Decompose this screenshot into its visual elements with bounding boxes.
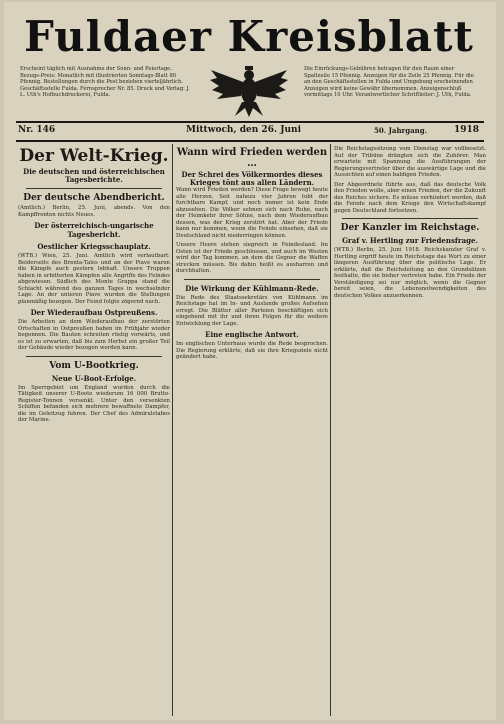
section-title: Der deutsche Abendbericht. [23, 193, 165, 203]
dateline [18, 125, 482, 139]
section-title: Der Kanzler im Reichstage. [340, 223, 480, 233]
section-title: Die Wirkung der Kühlmann-Rede. [185, 283, 319, 293]
article-text: (WTB.) Berlin, 25. Juni 1918. Reichskanzler Graf v. Hertling ergriff heute im Reichstage das Wort zu einer längeren Ausführung über die politische Lage. Er erklärte, daß die Reichsleitung an den Grundsätzen festhalte, die sie bisher vertreten habe. Ein Friede der Verständigung sei nur möglich, wenn die Gegner bereit seien, die Lebensnotwendigkeiten des deutschen Volkes anzuerkennen. [334, 247, 486, 299]
headline-subtitle: Die deutschen und österreichischen Tagesberichte. [23, 167, 165, 184]
volume: 50. Jahrgang. [374, 126, 428, 135]
section-title: Der österreichisch-ungarische Tagesbericht. [34, 221, 154, 239]
year: 1918 [454, 125, 480, 135]
headline-world-war: Der Welt-Krieg. [19, 146, 169, 166]
article-text: Wann wird Frieden werden? Diese Frage bewegt heute alle Herzen. Seit nahezu vier Jahren tobt der furchtbare Kampf, und noch immer ist kein Ende abzusehen. Die Völker sehnen sich nach Ruhe, nach der Heimkehr ihrer Söhne, nach dem Wiederaufbau dessen, was der Krieg zerstört hat. Aber der Friede kann nur kommen, wenn die Feinde einsehen, daß sie Deutschland nicht niederringen können. [176, 187, 328, 239]
section-title: Eine englische Antwort. [205, 330, 299, 339]
newspaper-page [4, 2, 496, 720]
column-right [334, 146, 486, 716]
article-text: Der Abgeordnete führte aus, daß das deutsche Volk den Frieden wolle, aber einen Frieden, der die Zukunft des Reiches sichere. Es müsse verhindert werden, daß die Feinde nach dem Kriege den Wirtschaftskampf gegen Deutschland fortsetzen. [334, 181, 486, 214]
advertising-text: Die Einrückungs-Gebühren betragen für den Raum einer Spaltzeile 15 Pfennig. Anzeigen für die Zeile 25 Pfennig. Für die an den Geschäftsstellen in Fulda und Umgebung erscheinenden Anzeigen wird keine Gewähr übernommen. Anzeigenschluß vormittags 10 Uhr. Verantwortlicher Schriftleiter: J. Uth, Fulda. [304, 66, 474, 99]
article-text: Die Rede des Staatssekretärs von Kühlmann im Reichstage hat im In- und Auslande großes Aufsehen erregt. Die Blätter aller Parteien beschäftigen sich eingehend mit ihr und ihren Folgen für die weitere Entwicklung der Lage. [176, 294, 328, 327]
section-subtitle: Graf v. Hertling zur Friedensfrage. [342, 236, 478, 245]
section-subtitle: Oestlicher Kriegsschauplatz. [37, 242, 151, 251]
column-left [18, 146, 170, 716]
section-title: Der Wiederaufbau Ostpreußens. [30, 308, 158, 317]
headline-lead: Der Schrei des Völkermordes dieses Krieges tönt aus allen Ländern. [181, 170, 323, 187]
divider [26, 188, 162, 189]
divider [342, 218, 478, 219]
issue-number: Nr. 146 [18, 125, 56, 135]
headline-peace: Wann wird Frieden werden … [176, 147, 328, 169]
newspaper-title: Fuldaer Kreisblatt [24, 12, 474, 61]
section-title: Vom U-Bootkrieg. [49, 360, 139, 371]
article-text: Im englischen Unterhaus wurde die Rede besprochen. Die Regierung erklärte, daß sie ihre Kriegsziele nicht geändert habe. [176, 341, 328, 360]
article-text: Im Sperrgebiet um England wurden durch die Tätigkeit unserer U-Boote wiederum 16 000 Brutto-Register-Tonnen versenkt. Unter den versenkten Schiffen befanden sich mehrere bewaffnete Dampfer, die im Geleitzug fuhren. Der Chef des Admiralstabes der Marine. [18, 384, 170, 423]
article-text: Unsere Heere stehen siegreich in Feindesland. Im Osten ist der Friede geschlossen, und auch im Westen wird der Tag kommen, an dem die Gegner die Waffen strecken müssen. Bis dahin heißt es ausharren und durchhalten. [176, 242, 328, 274]
subscription-info [20, 66, 190, 116]
divider [184, 279, 320, 280]
subscription-text: Erscheint täglich mit Ausnahme der Sonn- und Feiertage. Bezugs-Preis: Monatlich mit illustrierten Sonntags-Blatt 80 Pfennig. Bestellungen durch die Post beziehen vierteljährlich. Geschäftsstelle Fulda. Fernsprecher Nr. 85. Druck und Verlag: J. L. Uth's Hofbuchdruckerei, Fulda. [20, 66, 190, 99]
section-subtitle: Neue U-Boot-Erfolge. [51, 373, 137, 383]
column-middle [176, 146, 328, 716]
article-text: (WTB.) Wien, 25. Juni. Amtlich wird verlautbart: Beiderseits des Brenta-Tales und an der Piave waren die Kämpfe auch gestern lebhaft. Unsere Truppen haben in erbitterten Kämpfen alle Angriffe des Feindes abgewiesen. Südlich des Monte Grappa stand die Schlacht während des ganzen Tages in wechselnder Lage. An der unteren Piave wurden die Stellungen planmäßig bezogen. Der Feind folgte zögernd nach. [18, 253, 170, 305]
issue-date: Mittwoch, den 26. Juni [186, 125, 301, 135]
article-text: Die Arbeiten an dem Wiederaufbau der zerstörten Ortschaften in Ostpreußen haben im Frühjahr wieder begonnen. Die Bauten schreiten rüstig vorwärts, und es ist zu erwarten, daß bis zum Herbst ein großer Teil der Gebäude wieder bezogen werden kann. [18, 319, 170, 351]
column-divider [172, 144, 173, 716]
article-text: (Amtlich.) Berlin, 25. Juni, abends. Von den Kampffronten nichts Neues. [18, 205, 170, 218]
masthead [14, 10, 484, 68]
top-rule [16, 121, 484, 123]
divider [26, 356, 162, 357]
column-divider [330, 144, 331, 716]
article-text: Die Reichstagssitzung vom Dienstag war vollbesetzt. Auf der Tribüne drängten sich die Zuhörer. Man erwartete mit Spannung die Ausführungen der Regierungsvertreter über die auswärtige Lage und die Aussichten auf einen baldigen Frieden. [334, 146, 486, 178]
advertising-info [304, 66, 474, 116]
bottom-rule [16, 140, 484, 142]
eagle-emblem-icon [209, 64, 289, 118]
